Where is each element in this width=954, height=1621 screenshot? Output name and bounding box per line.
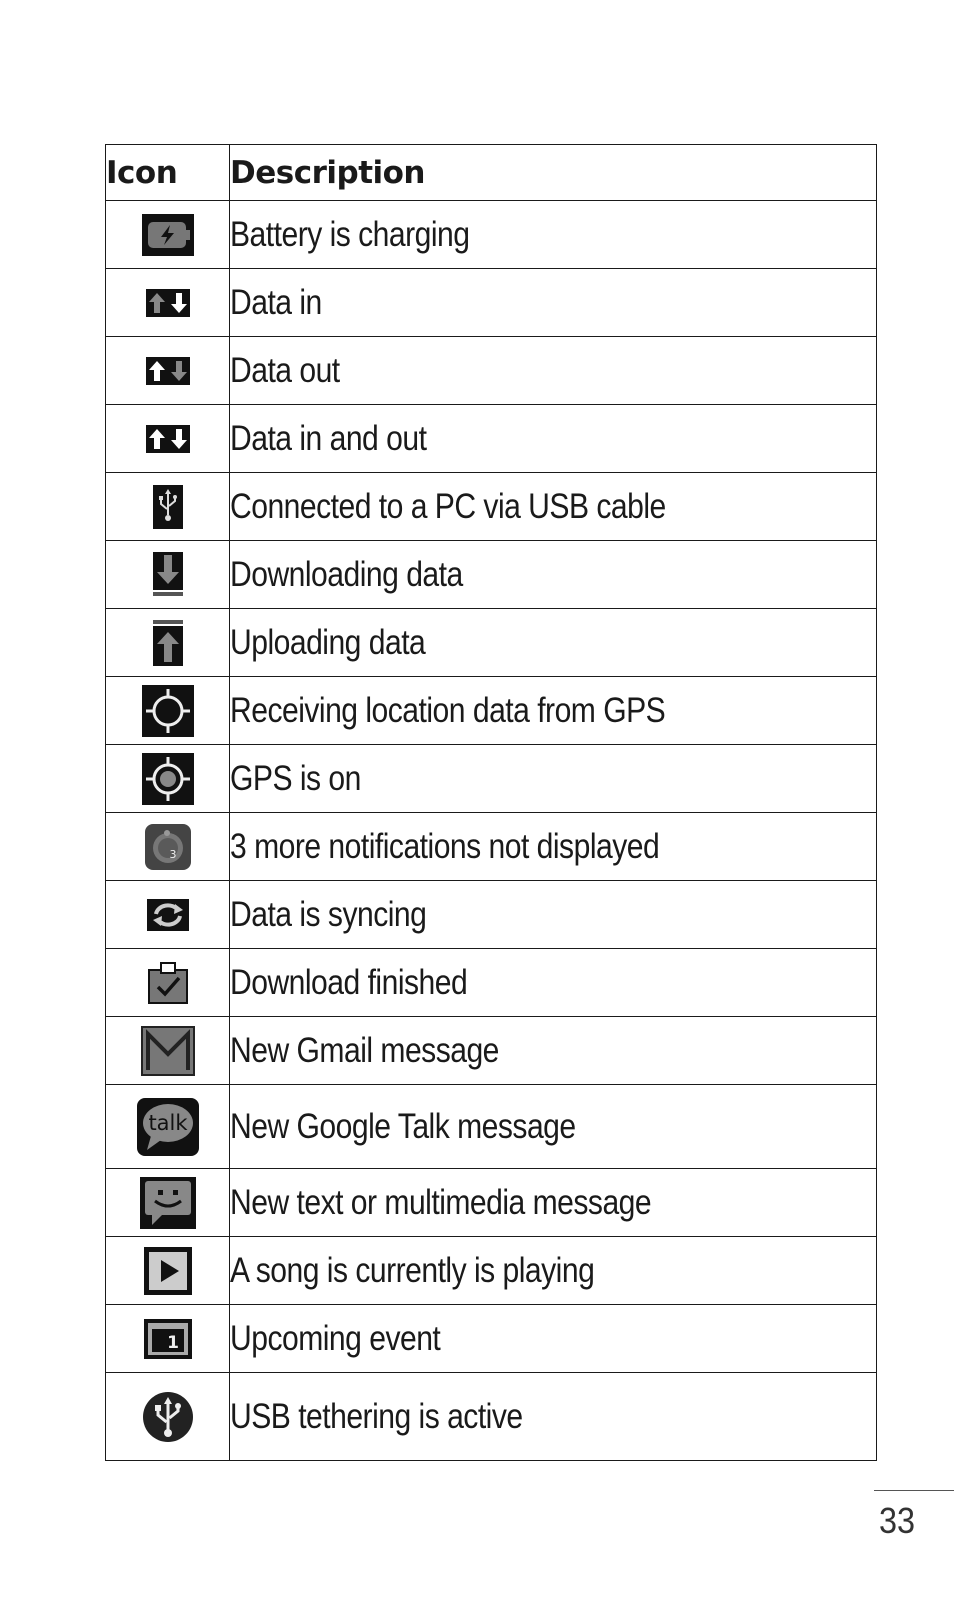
row-description: Uploading data — [230, 622, 426, 662]
notification-count-badge: 3 — [169, 847, 176, 861]
column-header-description: Description — [230, 145, 877, 201]
google-talk-icon — [137, 1098, 199, 1156]
usb-tethering-icon — [141, 1390, 195, 1444]
text-message-icon — [140, 1177, 196, 1229]
row-description: Receiving location data from GPS — [230, 690, 666, 730]
table-row — [106, 609, 877, 677]
table-row — [106, 1237, 877, 1305]
row-description: Data in — [230, 282, 322, 322]
more-notifications-icon — [145, 824, 191, 870]
download-finished-icon — [148, 962, 188, 1004]
music-playing-icon — [144, 1247, 192, 1295]
row-description: Battery is charging — [230, 214, 470, 254]
data-out-icon — [146, 357, 190, 385]
row-description: New Google Talk message — [230, 1106, 576, 1146]
table-row — [106, 1169, 877, 1237]
upload-icon — [153, 620, 183, 666]
footer-rule — [874, 1490, 954, 1491]
table-row — [106, 813, 877, 881]
table-row — [106, 1085, 877, 1169]
table-row — [106, 1305, 877, 1373]
row-description: New Gmail message — [230, 1030, 499, 1070]
table-row — [106, 881, 877, 949]
table-row — [106, 677, 877, 745]
gps-on-icon — [142, 753, 194, 805]
table-row — [106, 1017, 877, 1085]
row-description: Upcoming event — [230, 1318, 441, 1358]
battery-charging-icon — [142, 214, 194, 256]
table-row — [106, 269, 877, 337]
table-row — [106, 473, 877, 541]
row-description: USB tethering is active — [230, 1396, 523, 1436]
table-row — [106, 745, 877, 813]
column-header-icon: Icon — [106, 145, 230, 201]
row-description: Data out — [230, 350, 340, 390]
row-description: Data is syncing — [230, 894, 427, 934]
table-header-row — [106, 145, 877, 201]
calendar-date-badge: 1 — [166, 1332, 179, 1353]
row-description: A song is currently is playing — [230, 1250, 595, 1290]
table-row — [106, 541, 877, 609]
table-row — [106, 405, 877, 473]
row-description: Download finished — [230, 962, 468, 1002]
usb-icon — [153, 485, 183, 529]
page-number: 33 — [878, 1500, 915, 1541]
row-description: GPS is on — [230, 758, 361, 798]
table-row — [106, 337, 877, 405]
gmail-icon — [141, 1026, 195, 1076]
gps-receiving-icon — [142, 685, 194, 737]
calendar-event-icon — [144, 1319, 192, 1359]
download-icon — [153, 552, 183, 598]
table-row — [106, 1373, 877, 1461]
talk-label: talk — [147, 1110, 188, 1135]
table-row — [106, 949, 877, 1017]
sync-icon — [147, 899, 189, 931]
row-description: Downloading data — [230, 554, 463, 594]
row-description: Data in and out — [230, 418, 427, 458]
row-description: 3 more notifications not displayed — [230, 826, 660, 866]
table-row — [106, 201, 877, 269]
row-description: New text or multimedia message — [230, 1182, 652, 1222]
row-description: Connected to a PC via USB cable — [230, 486, 666, 526]
status-icons-table — [105, 144, 877, 1461]
data-in-icon — [146, 289, 190, 317]
data-in-out-icon — [146, 425, 190, 453]
